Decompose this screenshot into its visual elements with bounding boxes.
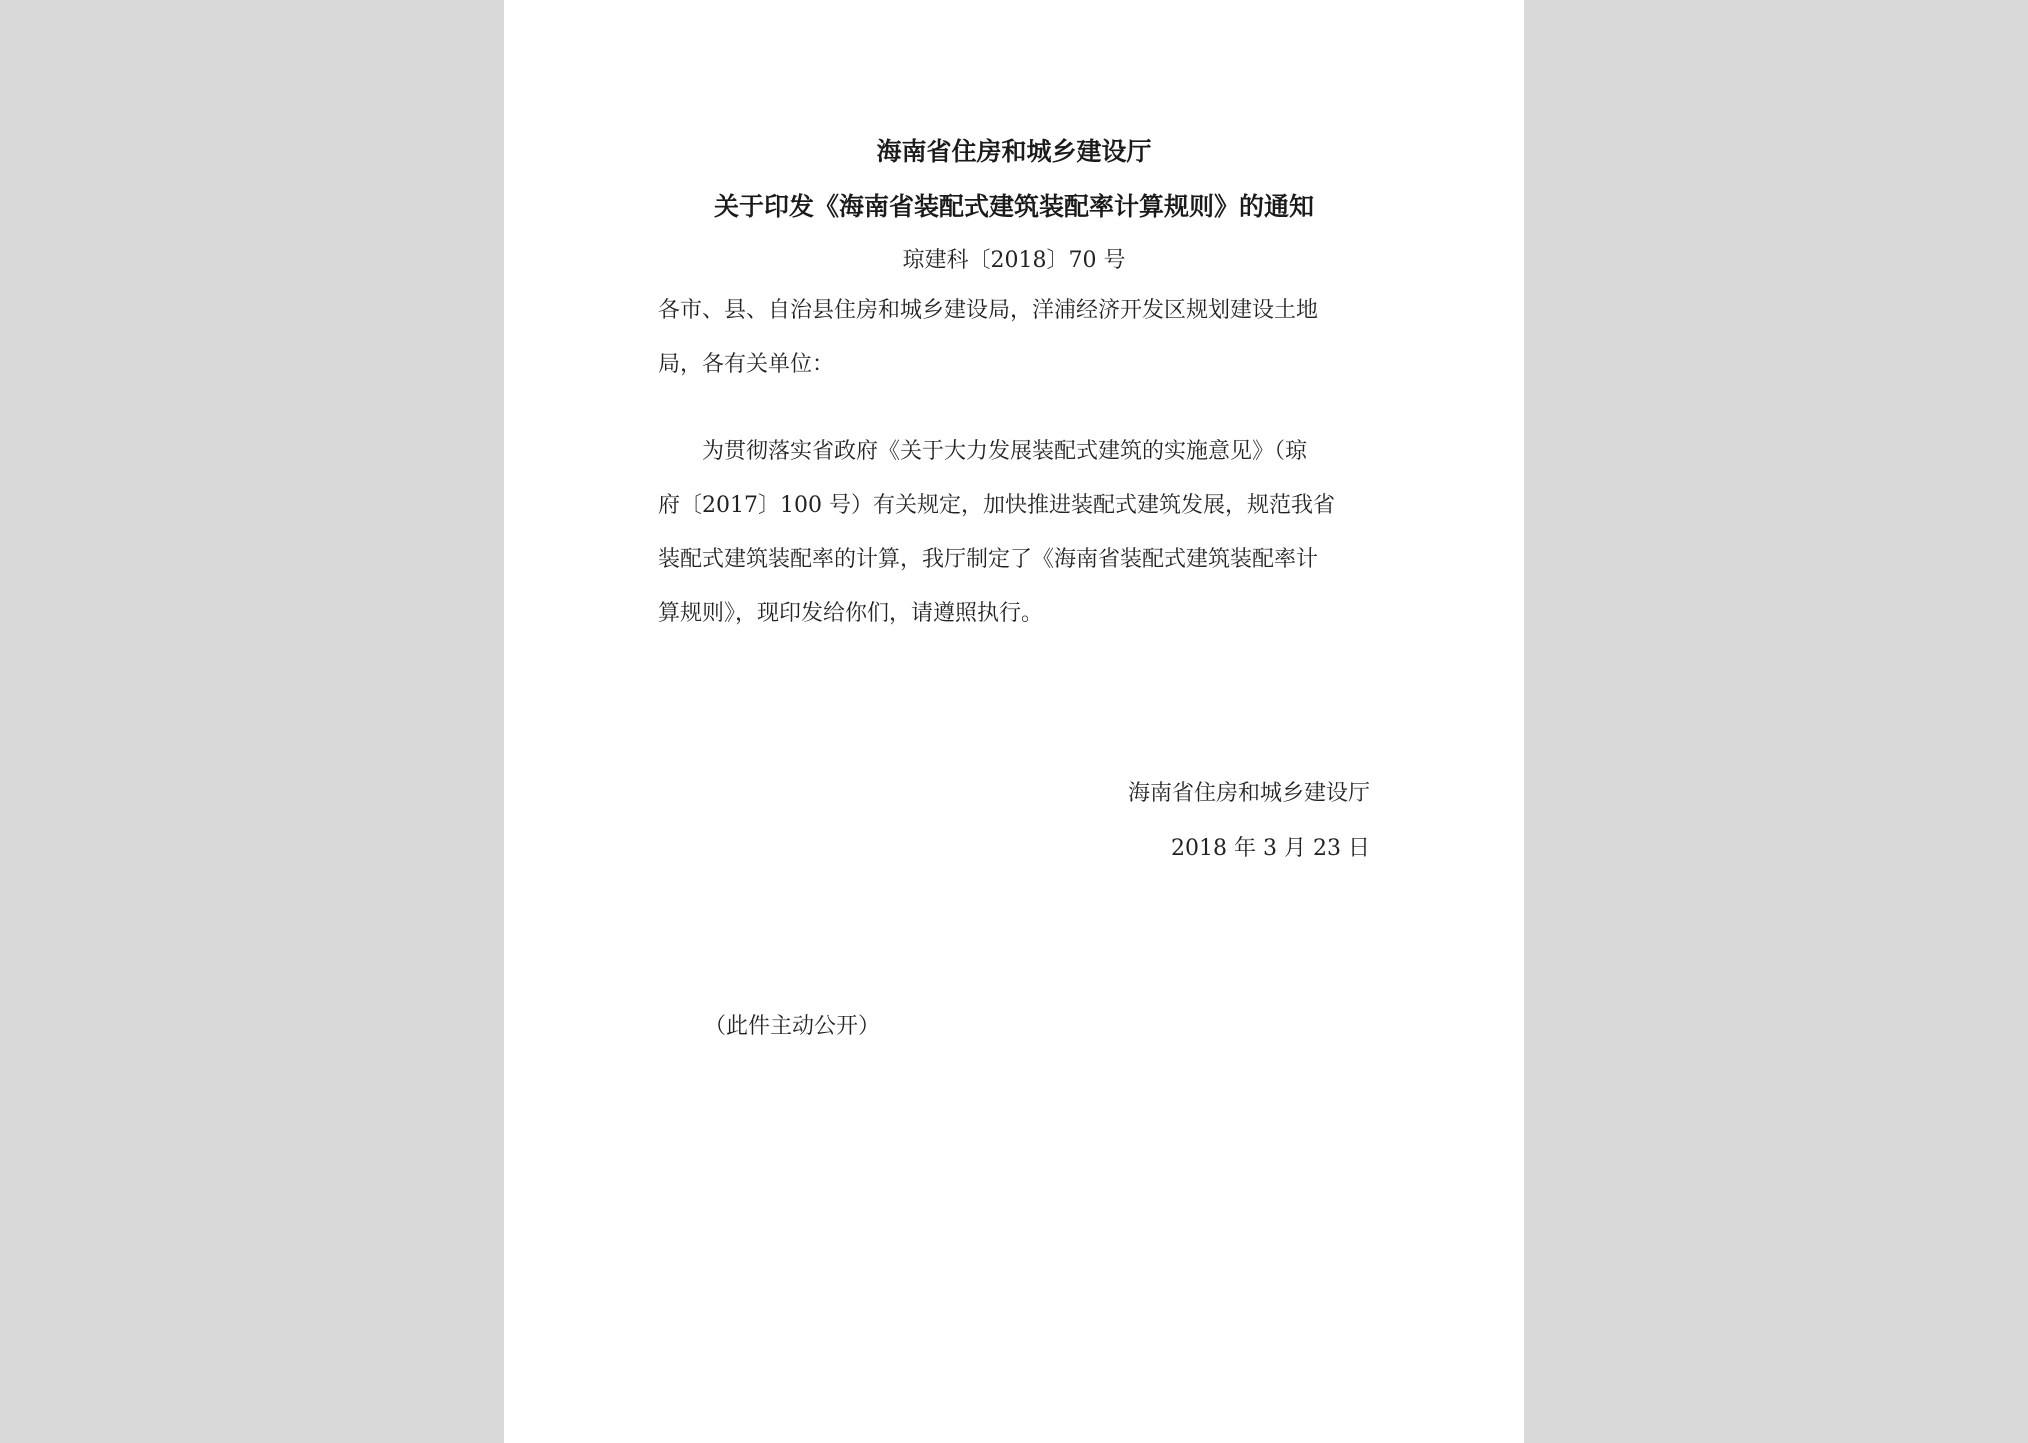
- document-page: [504, 0, 1524, 1443]
- document-number: 琼建科〔2018〕70 号: [902, 248, 1126, 273]
- signature-organization: 海南省住房和城乡建设厅: [1127, 781, 1370, 806]
- addressee-line: 局，各有关单位：: [658, 352, 835, 377]
- addressee-line: 各市、县、自治县住房和城乡建设局，洋浦经济开发区规划建设土地: [658, 298, 1319, 323]
- body-line: 为贯彻落实省政府《关于大力发展装配式建筑的实施意见》（琼: [702, 439, 1308, 464]
- body-line: 算规则》，现印发给你们，请遵照执行。: [658, 601, 1044, 626]
- document-title-subject: 关于印发《海南省装配式建筑装配率计算规则》的通知: [713, 192, 1314, 221]
- body-line: 装配式建筑装配率的计算，我厅制定了《海南省装配式建筑装配率计: [658, 547, 1319, 572]
- signature-date: 2018 年 3 月 23 日: [1171, 836, 1370, 861]
- document-title-issuer: 海南省住房和城乡建设厅: [876, 137, 1152, 166]
- body-paragraph: [658, 425, 1378, 641]
- disclosure-note: （此件主动公开）: [704, 1014, 881, 1039]
- body-line: 府〔2017〕100 号）有关规定，加快推进装配式建筑发展，规范我省: [658, 493, 1335, 518]
- addressee-block: [658, 284, 1378, 392]
